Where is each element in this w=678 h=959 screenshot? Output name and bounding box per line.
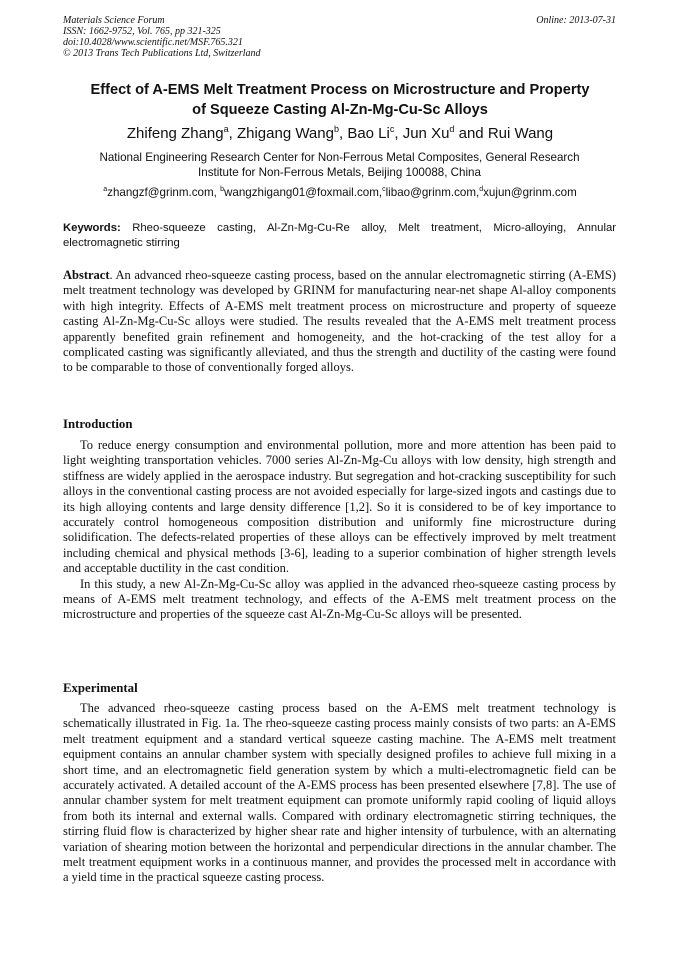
author-name: Jun Xu [402,125,450,142]
author [488,125,553,142]
paragraph: In this study, a new Al-Zn-Mg-Cu-Sc alloy was applied in the advanced rheo-squeeze casting process by means of A-EMS melt treatment technology, and effects of the A-EMS melt treatment process on the microstructure and properties of the squeeze cast Al-Zn-Mg-Cu-Sc alloys will be presented. [63,576,616,622]
affiliation-line-2: Institute for Non-Ferrous Metals, Beijing 100088, China [198,166,481,179]
author-affil-mark: c [389,124,395,134]
author-affil-mark: b [333,124,339,134]
email-address[interactable]: xujun@grinm.com [483,186,577,199]
author-name: Zhifeng Zhang [126,125,224,142]
issn-line: ISSN: 1662-9752, Vol. 765, pp 321-325 [63,26,221,37]
author-separator: , [228,125,237,142]
author [127,125,237,142]
keywords [63,221,620,251]
author [347,125,402,142]
email-address[interactable]: libao@grinm.com [385,186,476,199]
abstract [63,268,616,376]
author-separator: and [454,125,488,142]
email-mark: d [479,186,484,193]
email-mark: a [103,186,108,193]
author-list [40,124,640,144]
email-mark: c [382,186,386,193]
paper-title [50,80,630,120]
section-heading-introduction: Introduction [63,417,133,431]
author-name: Bao Li [347,125,390,142]
email-mark: b [220,186,225,193]
email-separator: , [475,186,480,199]
email-separator: , [213,186,221,199]
keywords-label: Keywords: [63,222,121,234]
affiliation [63,150,616,180]
email-separator: , [378,186,383,199]
author-separator: , [338,125,348,142]
journal-name: Materials Science Forum [63,15,165,26]
email-address[interactable]: wangzhigang01@foxmail.com [224,186,379,199]
experimental-body [63,701,616,886]
copyright-line: © 2013 Trans Tech Publications Ltd, Switzerland [63,48,261,59]
email-list [40,185,640,200]
keywords-text: Rheo-squeeze casting, Al-Zn-Mg-Cu-Re alloy, Melt treatment, Micro-alloying, Annular electromagnetic stirring [63,222,620,249]
introduction-body [63,438,616,623]
online-date: Online: 2013-07-31 [536,15,616,26]
author [237,125,347,142]
author-name: Zhigang Wang [236,125,334,142]
author [403,125,488,142]
paragraph: The advanced rheo-squeeze casting process based on the A-EMS melt treatment technology is schematically illustrated in Fig. 1a. The rheo-squeeze casting process mainly consists of two parts: an A-EMS melt treatment equipment and a standard vertical squeeze casting machine. The A-EMS melt treatment equipment contains an annular chamber system with specially designed profiles to achieve full mixing in a short time, and an electromagnetic field generation system by which a multi-electromagnetic field can be accurately activated. A detailed account of the A-EMS process has been presented elsewhere [7,8]. The use of annular chamber system for melt treatment equipment can promote uniformly rapid cooling of liquid alloys from both its internal and external walls. Compared with ordinary electromagnetic stirring techniques, the stirring fluid flow is characterized by higher shear rate and higher intensity of turbulence, with an alternating variation of shearing motion between the horizontal and perpendicular directions in the annular chamber. The melt treatment equipment works in a continuous manner, and provides the processed melt in accordance with a yield time in the practical squeeze casting process. [63,701,616,885]
email-address[interactable]: zhangzf@grinm.com [107,186,214,199]
abstract-label: Abstract [63,268,110,282]
section-heading-experimental: Experimental [63,681,138,695]
affiliation-line-1: National Engineering Research Center for Non-Ferrous Metal Composites, General Research [99,151,580,164]
author-affil-mark: a [223,124,229,134]
abstract-text: . An advanced rheo-squeeze casting process, based on the annular electromagnetic stirring (A-EMS) melt treatment technology was developed by GRINM for manufacturing near-net shape Al-alloy components with high integrity. Effects of A-EMS melt treatment process on microstructure and property of squeeze casting Al-Zn-Mg-Cu-Sc alloys were studied. The results revealed that the A-EMS melt treatment process apparently benefited grain refinement and homogeneity, and the hot-cracking of the test alloy for a complicated casting was significantly alleviated, and thus the strength and ductility of the casting were found to be comparable to those of conventionally forged alloys. [63,268,616,375]
paragraph: To reduce energy consumption and environmental pollution, more and more attention has been paid to light weighting transportation vehicles. 7000 series Al-Zn-Mg-Cu alloys with low density, high strength and stiffness are widely applied in the aerospace industry. But segregation and hot-cracking susceptibility for such alloys in the conventional casting process are not avoided especially for large-sized ingots and castings due to its high alloying contents and large density difference [1,2]. So it is considered to be of key importance to accurately control homogeneous composition distribution and uniformly fine microstructure during solidification. The defects-related properties of these alloys can be effectively improved by melt treatment including chemical and physical methods [3-6], leading to a superior combination of higher strength levels and acceptable ductility in the cast condition. [63,438,616,576]
author-separator: , [394,125,403,142]
title-line-1: Effect of A-EMS Melt Treatment Process on Microstructure and Property [90,82,590,98]
title-line-2: of Squeeze Casting Al-Zn-Mg-Cu-Sc Alloys [192,102,488,118]
doi-line: doi:10.4028/www.scientific.net/MSF.765.321 [63,37,243,48]
journal-header [63,15,616,59]
author-affil-mark: d [449,124,455,134]
author-name: Rui Wang [487,125,554,142]
